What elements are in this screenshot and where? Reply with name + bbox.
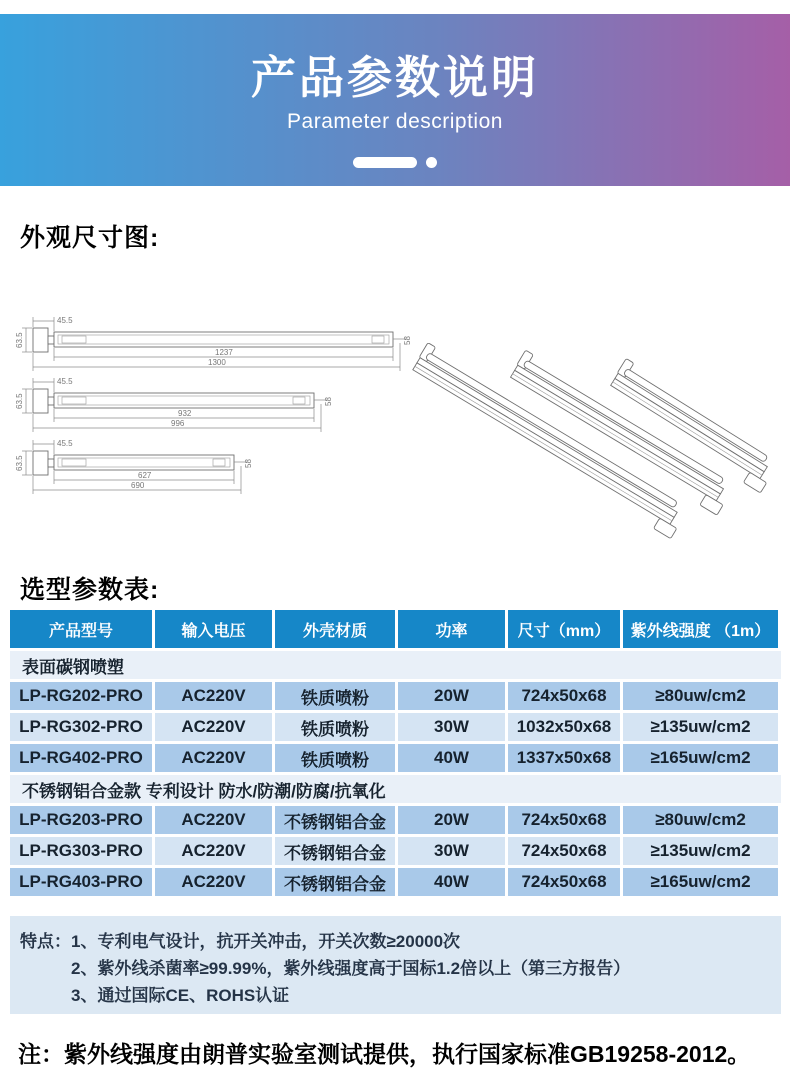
- cell-power: 20W: [398, 806, 505, 834]
- page-subtitle: Parameter description: [287, 110, 503, 133]
- footnote: 注：紫外线强度由朗普实验室测试提供，执行国家标准GB19258-2012。: [18, 1041, 751, 1067]
- dim-left: 63.5: [15, 455, 24, 471]
- header-material: 外壳材质: [275, 610, 395, 648]
- cell-uv-intensity: ≥80uw/cm2: [623, 806, 778, 834]
- group-label-stainless-aluminum: 不锈钢铝合金款 专利设计 防水/防潮/防腐/抗氧化: [10, 775, 781, 803]
- cell-uv-intensity: ≥80uw/cm2: [623, 682, 778, 710]
- cell-model: LP-RG203-PRO: [10, 806, 152, 834]
- cell-power: 30W: [398, 713, 505, 741]
- dim-total-length: 996: [171, 419, 185, 428]
- cell-size: 724x50x68: [508, 682, 620, 710]
- dim-top: 45.5: [57, 439, 73, 448]
- cell-material: 不锈钢铝合金: [275, 837, 395, 865]
- group-label-carbon-steel: 表面碳钢喷塑: [10, 651, 781, 679]
- page-title: 产品参数说明: [250, 52, 539, 103]
- table-row: [10, 806, 781, 834]
- cell-model: LP-RG403-PRO: [10, 868, 152, 896]
- dimension-drawings: [0, 295, 790, 573]
- cell-power: 20W: [398, 682, 505, 710]
- header-power: 功率: [398, 610, 505, 648]
- dim-left: 63.5: [15, 332, 24, 348]
- cell-uv-intensity: ≥135uw/cm2: [623, 837, 778, 865]
- dim-tube-length: 1237: [215, 348, 233, 357]
- header-voltage: 输入电压: [155, 610, 272, 648]
- cell-voltage: AC220V: [155, 837, 272, 865]
- feature-item: 3、通过国际CE、ROHS认证: [71, 986, 290, 1005]
- header-size: 尺寸（mm）: [508, 610, 620, 648]
- feature-item: 1、专利电气设计，抗开关冲击，开关次数≥20000次: [71, 932, 461, 951]
- table-row: [10, 868, 781, 896]
- drawing-1300mm: [15, 316, 412, 371]
- cell-uv-intensity: ≥135uw/cm2: [623, 713, 778, 741]
- dim-right: 58: [403, 336, 412, 345]
- cell-size: 724x50x68: [508, 806, 620, 834]
- cell-size: 1032x50x68: [508, 713, 620, 741]
- cell-voltage: AC220V: [155, 806, 272, 834]
- features-label: 特点：: [20, 932, 71, 951]
- cell-power: 40W: [398, 868, 505, 896]
- banner-divider: [0, 157, 790, 168]
- cell-material: 铁质喷粉: [275, 713, 395, 741]
- cell-material: 不锈钢铝合金: [275, 806, 395, 834]
- header-model: 产品型号: [10, 610, 152, 648]
- dim-top: 45.5: [57, 316, 73, 325]
- cell-voltage: AC220V: [155, 868, 272, 896]
- cell-model: LP-RG202-PRO: [10, 682, 152, 710]
- cell-size: 724x50x68: [508, 868, 620, 896]
- dim-tube-length: 627: [138, 471, 152, 480]
- drawing-996mm: [15, 377, 333, 432]
- table-row: [10, 744, 781, 772]
- cell-uv-intensity: ≥165uw/cm2: [623, 868, 778, 896]
- divider-pill: [353, 157, 417, 168]
- dim-right: 58: [324, 397, 333, 406]
- features-box: [10, 916, 781, 1014]
- table-section-title: 选型参数表:: [20, 576, 160, 604]
- table-row: [10, 713, 781, 741]
- drawing-690mm: [15, 439, 253, 494]
- cell-model: LP-RG402-PRO: [10, 744, 152, 772]
- header-uv-intensity: 紫外线强度 （1m）: [623, 610, 778, 648]
- dim-tube-length: 932: [178, 409, 192, 418]
- divider-dot: [426, 157, 437, 168]
- cell-power: 30W: [398, 837, 505, 865]
- cell-material: 铁质喷粉: [275, 744, 395, 772]
- cell-uv-intensity: ≥165uw/cm2: [623, 744, 778, 772]
- cell-size: 724x50x68: [508, 837, 620, 865]
- cell-voltage: AC220V: [155, 682, 272, 710]
- dim-total-length: 690: [131, 481, 145, 490]
- feature-item: 2、紫外线杀菌率≥99.99%，紫外线强度高于国标1.2倍以上（第三方报告）: [71, 959, 631, 978]
- dim-top: 45.5: [57, 377, 73, 386]
- cell-model: LP-RG302-PRO: [10, 713, 152, 741]
- cell-power: 40W: [398, 744, 505, 772]
- header-banner: [0, 14, 790, 186]
- dim-right: 58: [244, 459, 253, 468]
- selection-parameter-table: [10, 610, 781, 896]
- dim-total-length: 1300: [208, 358, 226, 367]
- cell-model: LP-RG303-PRO: [10, 837, 152, 865]
- cell-voltage: AC220V: [155, 713, 272, 741]
- cell-material: 铁质喷粉: [275, 682, 395, 710]
- cell-size: 1337x50x68: [508, 744, 620, 772]
- table-header-row: [10, 610, 781, 648]
- table-row: [10, 682, 781, 710]
- dimensions-section-title: 外观尺寸图:: [20, 224, 160, 252]
- cell-material: 不锈钢铝合金: [275, 868, 395, 896]
- cell-voltage: AC220V: [155, 744, 272, 772]
- dim-left: 63.5: [15, 393, 24, 409]
- table-row: [10, 837, 781, 865]
